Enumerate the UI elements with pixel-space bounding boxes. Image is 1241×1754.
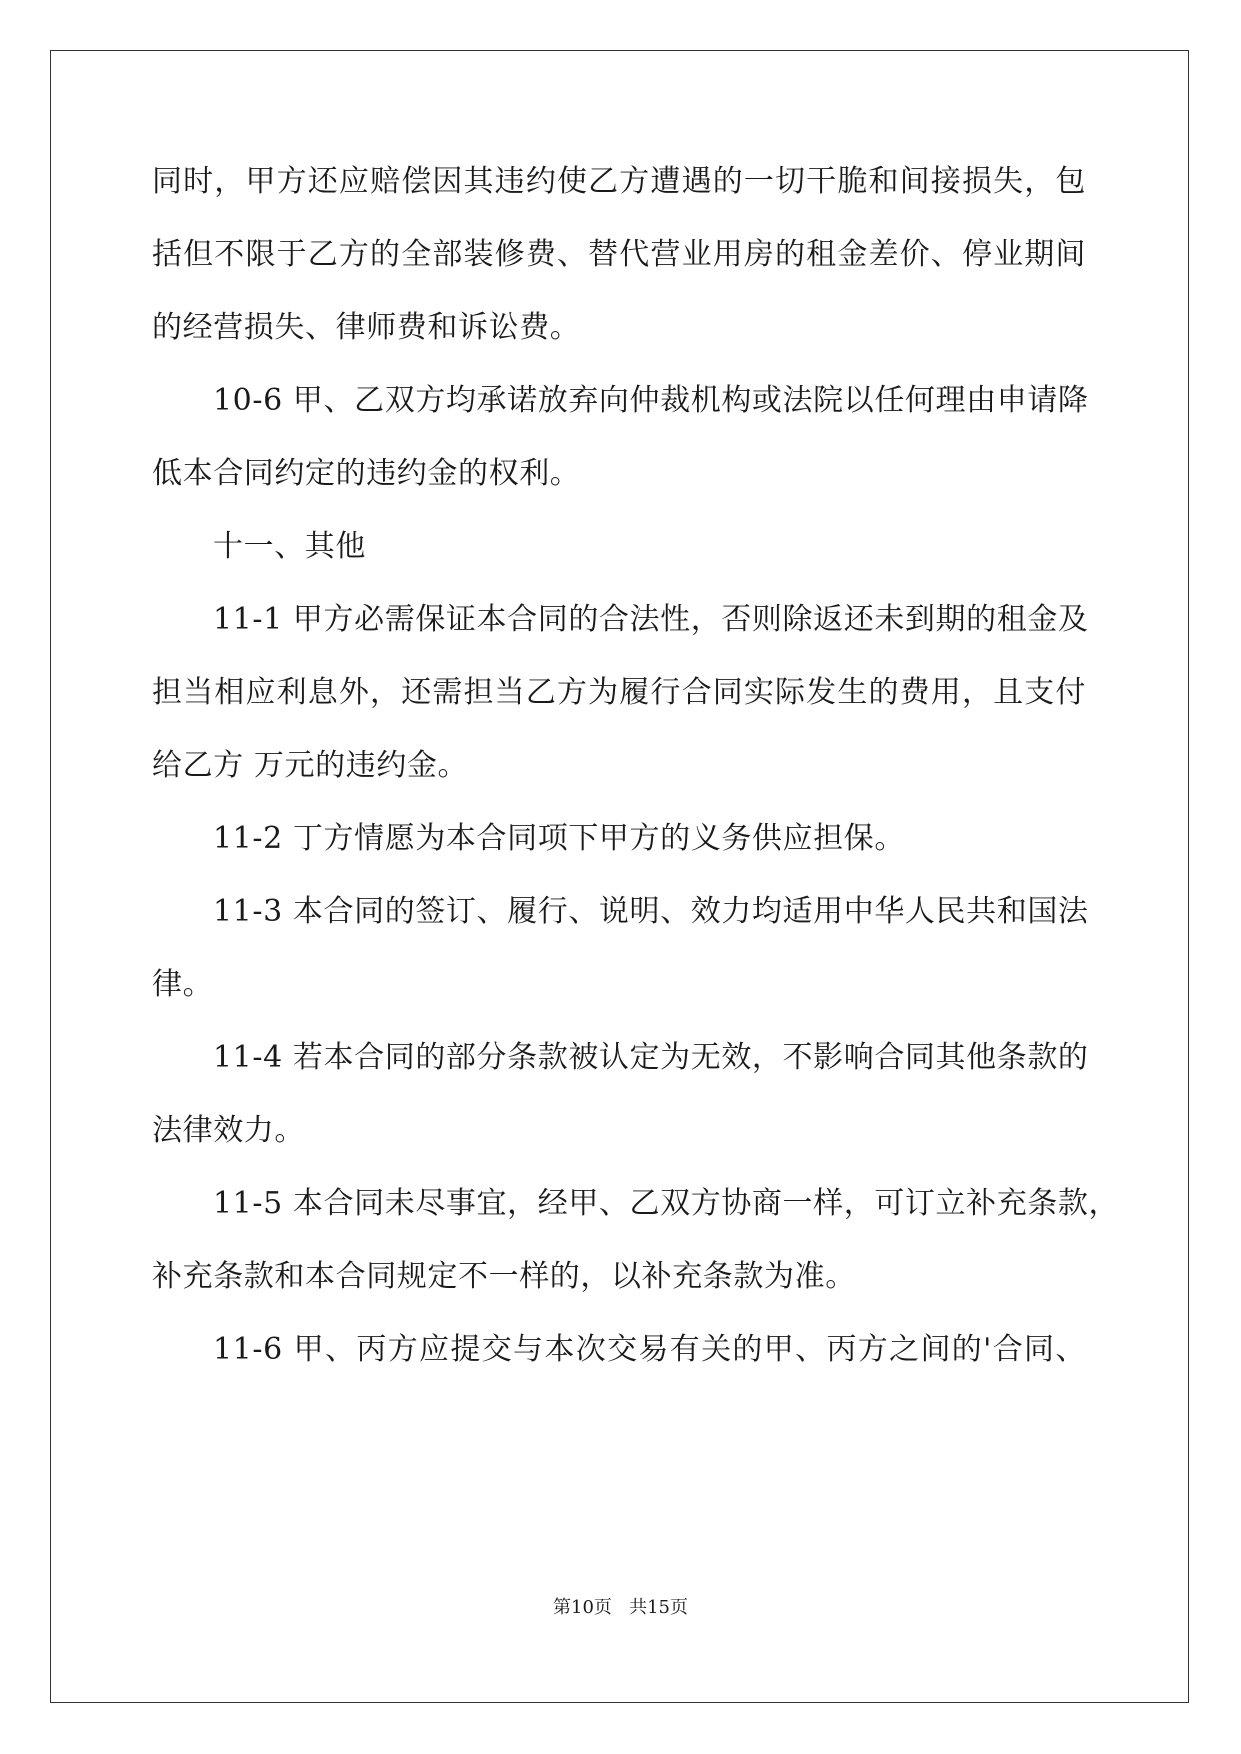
text-line: 法律效力。 — [152, 1113, 305, 1148]
text-line: 11-3 本合同的签订、履行、说明、效力均适用中华人民共和国法 — [213, 894, 1089, 929]
text-line: 11-2 丁方情愿为本合同项下甲方的义务供应担保。 — [213, 821, 905, 856]
text-line: 11-6 甲、丙方应提交与本次交易有关的甲、丙方之间的'合同、 — [213, 1332, 1086, 1367]
text-line: 的经营损失、律师费和诉讼费。 — [152, 310, 581, 345]
text-line: 括但不限于乙方的全部装修费、替代营业用房的租金差价、停业期间 — [152, 237, 1086, 272]
section-heading: 十一、其他 — [213, 529, 366, 564]
text-line: 低本合同约定的违约金的权利。 — [152, 456, 581, 491]
page-border — [50, 50, 1189, 1703]
text-line: 10-6 甲、乙双方均承诺放弃向仲裁机构或法院以任何理由申请降 — [213, 383, 1089, 418]
text-line: 给乙方 万元的违约金。 — [152, 748, 469, 783]
text-line: 11-4 若本合同的部分条款被认定为无效，不影响合同其他条款的 — [213, 1040, 1089, 1075]
text-line: 补充条款和本合同规定不一样的，以补充条款为准。 — [152, 1259, 856, 1294]
text-line: 担当相应利息外，还需担当乙方为履行合同实际发生的费用，且支付 — [152, 675, 1086, 710]
page-number: 第10页 共15页 — [553, 1597, 688, 1618]
text-line: 11-5 本合同未尽事宜，经甲、乙双方协商一样，可订立补充条款， — [213, 1186, 1120, 1221]
text-line: 11-1 甲方必需保证本合同的合法性，否则除返还未到期的租金及 — [213, 602, 1089, 637]
text-line: 律。 — [152, 967, 214, 1002]
text-line: 同时，甲方还应赔偿因其违约使乙方遭遇的一切干脆和间接损失，包 — [152, 164, 1086, 199]
